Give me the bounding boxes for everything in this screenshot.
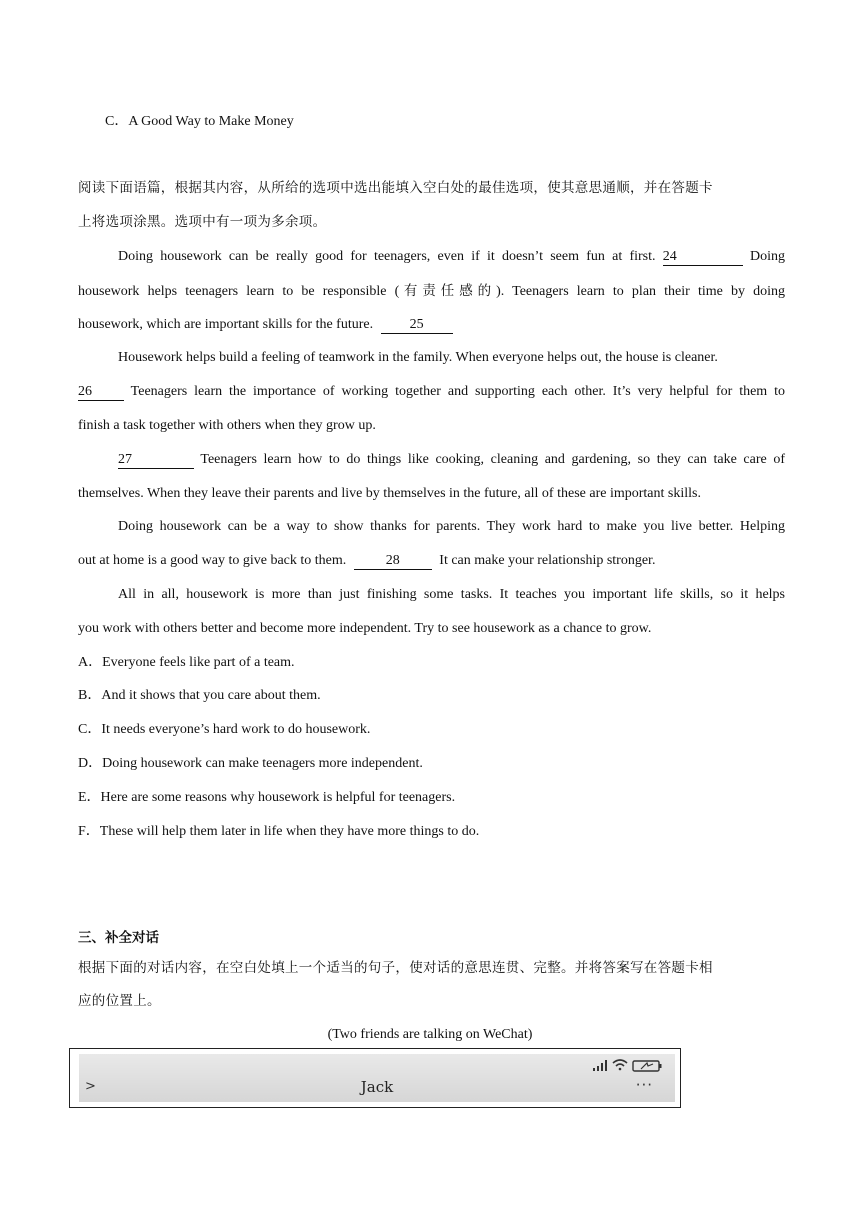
answer-blank-25[interactable]: 25 (381, 316, 453, 334)
wechat-title-bar (79, 1054, 675, 1102)
instructions-line-2: 上将选项涂黑。选项中有一项为多余项。 (78, 214, 327, 230)
passage-p4-line1: Doing housework can be a way to show thanks for parents. They work hard to make you live better. Helping (118, 519, 785, 534)
instructions-line-1: 阅读下面语篇，根据其内容，从所给的选项中选出能填入空白处的最佳选项，使其意思通顺，并在答题卡 (78, 180, 713, 196)
passage-p5-line2: you work with others better and become more independent. Try to see housework as a chance to grow. (78, 621, 652, 636)
passage-p1-line1 (118, 247, 785, 267)
signal-icon (593, 1060, 607, 1071)
passage-p2-line2 (78, 382, 785, 402)
answer-blank-24[interactable]: 24 (663, 248, 743, 266)
contact-name: Jack (360, 1078, 394, 1096)
passage-text: Doing housework can be really good for teenagers, even if it doesn’t seem fun at first. (118, 249, 656, 264)
passage-p3-line1 (118, 450, 785, 470)
back-arrow-icon[interactable]: > (85, 1079, 96, 1094)
passage-text: Teenagers learn the importance of working together and supporting each other. It’s very helpful for them to (130, 384, 786, 399)
option-e[interactable]: E．Here are some reasons why housework is helpful for teenagers. (78, 790, 456, 805)
chinese-gloss: 有责任感的 (399, 283, 497, 299)
passage-p4-line2 (78, 551, 785, 571)
passage-p2-line3: finish a task together with others when they grow up. (78, 418, 376, 433)
top-option-c: C．A Good Way to Make Money (105, 114, 294, 129)
passage-text: housework, which are important skills for the future. (78, 317, 374, 332)
option-f[interactable]: F．These will help them later in life when they have more things to do. (78, 824, 480, 839)
option-a[interactable]: A．Everyone feels like part of a team. (78, 655, 295, 670)
battery-icon (633, 1061, 662, 1071)
option-d[interactable]: D．Doing housework can make teenagers more independent. (78, 756, 423, 771)
wifi-icon (613, 1060, 627, 1070)
passage-text: out at home is a good way to give back to them. (78, 553, 347, 568)
passage-p2-line1: Housework helps build a feeling of teamwork in the family. When everyone helps out, the house is cleaner. (118, 350, 718, 365)
answer-blank-28[interactable]: 28 (354, 552, 432, 570)
passage-p3-line2: themselves. When they leave their parents and live by themselves in the future, all of these are important skills. (78, 486, 701, 501)
status-bar (589, 1056, 669, 1074)
passage-p1-line3 (78, 315, 785, 335)
dialogue-caption: (Two friends are talking on WeChat) (327, 1027, 533, 1042)
passage-text: Teenagers learn how to do things like cooking, cleaning and gardening, so they can take care of (200, 452, 785, 467)
passage-text: It can make your relationship stronger. (439, 553, 656, 568)
more-options-icon[interactable]: ··· (635, 1076, 653, 1094)
section3-instructions-line-1: 根据下面的对话内容，在空白处填上一个适当的句子，使对话的意思连贯、完整。并将答案写在答题卡相 (78, 960, 713, 976)
passage-p5-line1: All in all, housework is more than just finishing some tasks. It teaches you important life skills, so it helps (118, 587, 785, 602)
answer-blank-27[interactable]: 27 (118, 451, 194, 469)
option-b[interactable]: B．And it shows that you care about them. (78, 688, 321, 703)
wechat-screenshot (69, 1048, 681, 1108)
passage-p1-line2 (78, 281, 785, 302)
section3-heading: 三、补全对话 (78, 930, 159, 946)
passage-text: ). Teenagers learn to plan their time by doing (496, 284, 785, 299)
passage-text: Doing (750, 249, 786, 264)
section3-instructions-line-2: 应的位置上。 (78, 993, 161, 1009)
passage-text: housework helps teenagers learn to be responsible ( (78, 284, 400, 299)
option-c[interactable]: C．It needs everyone’s hard work to do housework. (78, 722, 371, 737)
answer-blank-26[interactable]: 26 (78, 383, 124, 401)
